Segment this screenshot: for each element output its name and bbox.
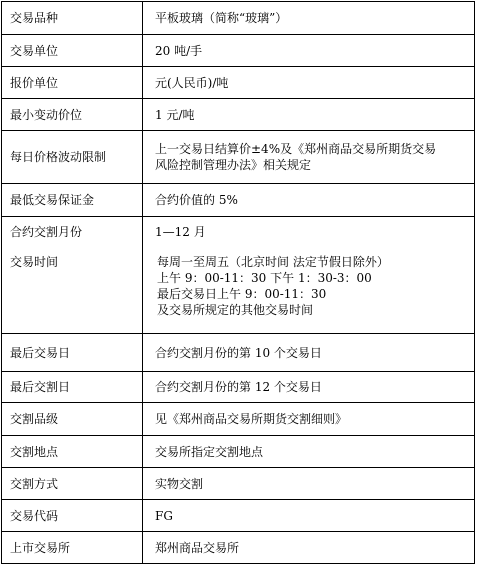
row-label: 报价单位 [2, 67, 143, 99]
table-row [2, 436, 475, 468]
value-line: 上一交易日结算价±4%及《郑州商品交易所期货交易 [155, 142, 437, 156]
row-label: 最低交易保证金 [2, 184, 143, 217]
table-row [2, 184, 475, 217]
row-value: 元(人民币)/吨 [143, 67, 475, 99]
row-label: 最后交易日 [2, 334, 143, 372]
table-row [2, 99, 475, 131]
row-value: 见《郑州商品交易所期货交割细则》 [143, 403, 475, 436]
value-line: 及交易所规定的其他交易时间 [157, 303, 314, 317]
row-value-stack [143, 217, 475, 334]
row-value: 合约价值的 5% [143, 184, 475, 217]
table-row [2, 403, 475, 436]
row-value: 合约交割月份的第 12 个交易日 [143, 372, 475, 403]
row-label: 每日价格波动限制 [2, 131, 143, 184]
row-value: 20 吨/手 [143, 35, 475, 67]
row-label: 交易时间 [10, 255, 59, 269]
row-value: 平板玻璃（简称“玻璃”） [143, 2, 475, 35]
row-label: 最后交割日 [2, 372, 143, 403]
value-spacer [155, 240, 468, 254]
row-label: 合约交割月份 [10, 225, 83, 239]
row-label: 交易单位 [2, 35, 143, 67]
row-value: 实物交割 [143, 468, 475, 500]
row-label: 交割方式 [2, 468, 143, 500]
contract-spec-table [1, 1, 475, 564]
value-line: 上午 9：00-11：30 下午 1：30-3：00 [157, 271, 372, 285]
table-row [2, 468, 475, 500]
table-row [2, 131, 475, 184]
row-value: FG [143, 500, 475, 532]
row-label: 最小变动价位 [2, 99, 143, 131]
row-label-stack [2, 217, 143, 334]
value-line: 每周一至周五（北京时间 法定节假日除外） [157, 255, 389, 269]
row-value [143, 131, 475, 184]
row-value: 1 元/吨 [143, 99, 475, 131]
table-row [2, 500, 475, 532]
label-spacer [10, 240, 142, 254]
value-line: 最后交易日上午 9：00-11：30 [157, 287, 327, 301]
table-row [2, 334, 475, 372]
row-label: 交易代码 [2, 500, 143, 532]
row-label: 交易品种 [2, 2, 143, 35]
value-line: 1—12 月 [155, 225, 206, 239]
table-row [2, 372, 475, 403]
row-value: 交易所指定交割地点 [143, 436, 475, 468]
row-value: 郑州商品交易所 [143, 532, 475, 564]
row-label: 交割品级 [2, 403, 143, 436]
table-row [2, 35, 475, 67]
row-label: 上市交易所 [2, 532, 143, 564]
table-row [2, 532, 475, 564]
table-row [2, 67, 475, 99]
table-row [2, 2, 475, 35]
value-line: 风险控制管理办法》相关规定 [155, 158, 312, 172]
row-value: 合约交割月份的第 10 个交易日 [143, 334, 475, 372]
row-label: 交割地点 [2, 436, 143, 468]
table-row-merged [2, 217, 475, 334]
